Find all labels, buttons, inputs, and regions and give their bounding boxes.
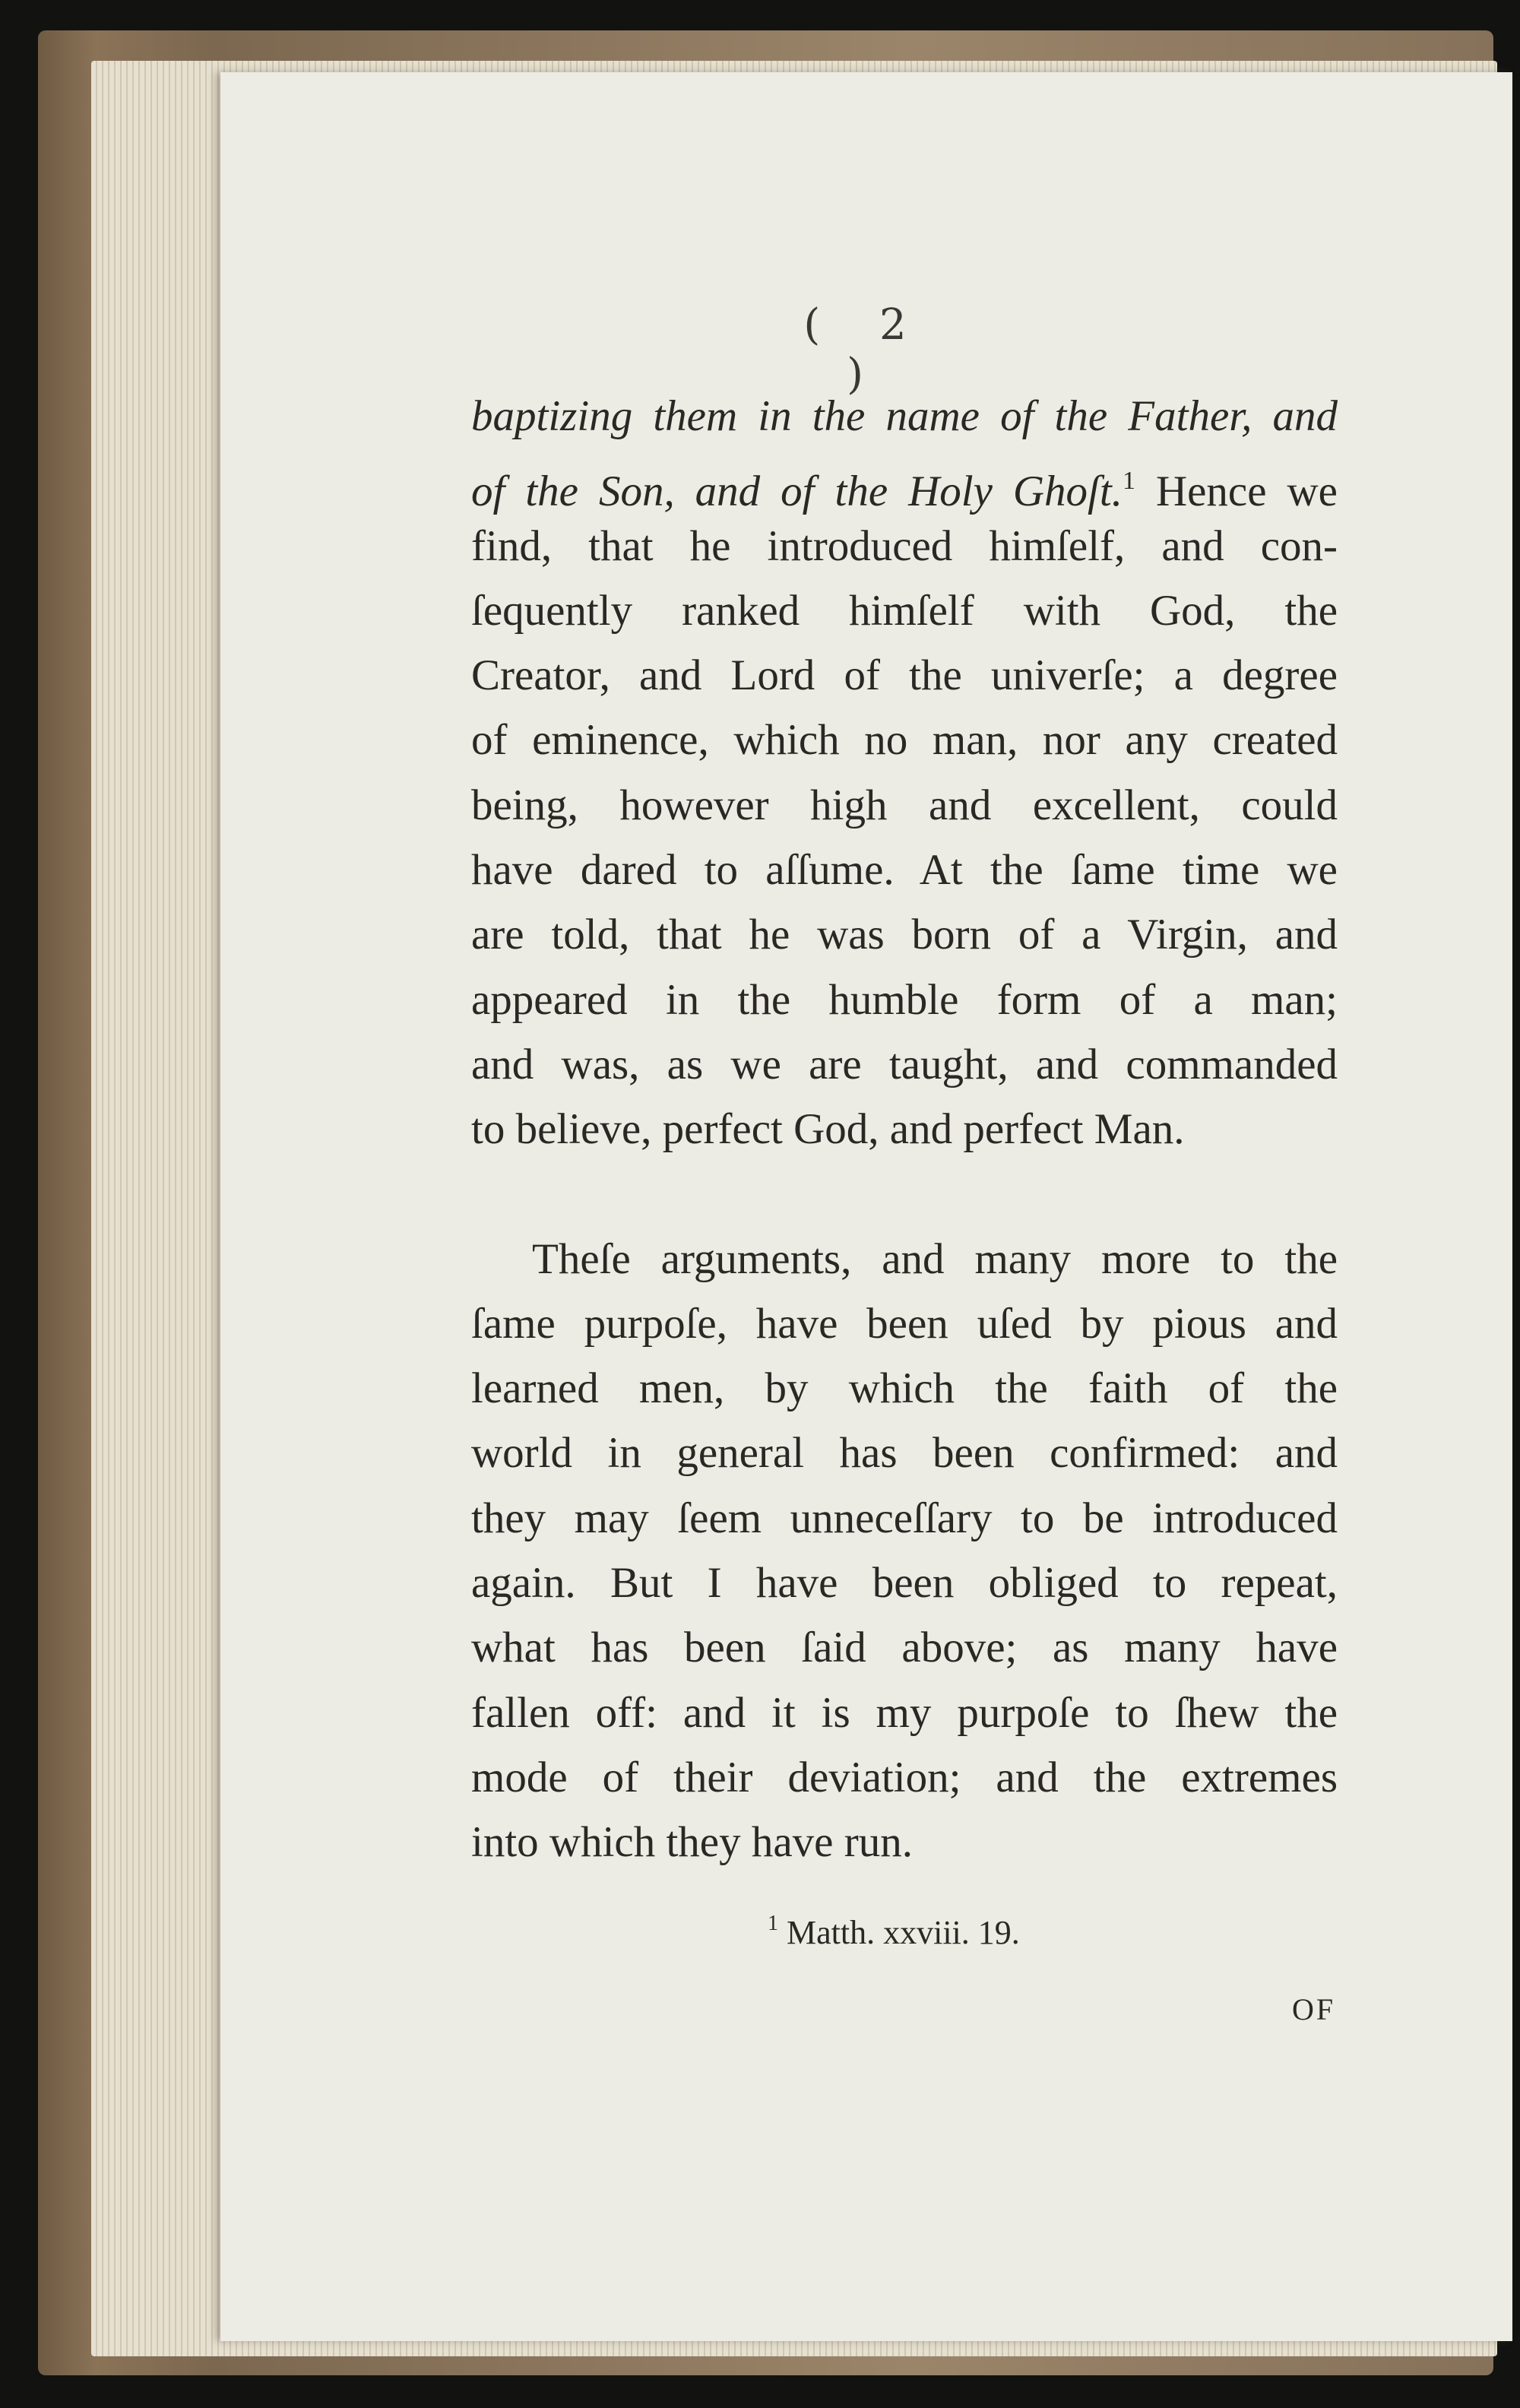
- text-line: fallen off: and it is my purpoſe to ſhew the: [471, 1688, 1338, 1737]
- footnote-marker: 1: [768, 1912, 778, 1935]
- text-line: Theſe arguments, and many more to the: [532, 1234, 1338, 1283]
- text-line: into which they have run.: [471, 1818, 913, 1867]
- page-number: ( 2 ): [803, 300, 929, 399]
- text-line: again. But I have been obliged to repeat,: [471, 1559, 1338, 1608]
- text-line: ſequently ranked himſelf with God, the: [471, 586, 1338, 635]
- text-line: being, however high and excellent, could: [471, 781, 1338, 829]
- catchword: OF: [1292, 1992, 1336, 2026]
- text-line: Creator, and Lord of the univerſe; a degree: [471, 651, 1338, 700]
- text-line: appeared in the humble form of a man;: [471, 975, 1338, 1024]
- text-line: of eminence, which no man, nor any created: [471, 716, 1338, 765]
- text-line: what has been ſaid above; as many have: [471, 1624, 1338, 1672]
- text-line: of the Son, and of the Holy Ghoſt.$^1$ Hence we: [471, 467, 1338, 516]
- footnote-reference: 1: [1122, 467, 1135, 496]
- text-line: world in general has been confirmed: and: [471, 1429, 1338, 1478]
- text-line: mode of their deviation; and the extremes: [471, 1753, 1338, 1801]
- text-line: find, that he introduced himſelf, and con-: [471, 521, 1338, 570]
- text-line: ſame purpoſe, have been uſed by pious and: [471, 1299, 1338, 1348]
- text-line: learned men, by which the faith of the: [471, 1364, 1338, 1413]
- body-text: [471, 384, 1338, 1875]
- text-line: have dared to aſſume. At the ſame time we: [471, 846, 1338, 895]
- text-line: they may ſeem unneceſſary to be introduced: [471, 1494, 1338, 1542]
- text-line: baptizing them in the name of the Father, and: [471, 392, 1338, 440]
- text-line: are told, that he was born of a Virgin, and: [471, 911, 1338, 959]
- footnote-text: Matth. xxviii. 19.: [787, 1914, 1020, 1951]
- paragraph-2: [471, 1227, 1338, 1875]
- paragraph-1: [471, 384, 1338, 1162]
- text-line: and was, as we are taught, and commanded: [471, 1040, 1338, 1088]
- text-line: to believe, perfect God, and perfect Man.: [471, 1105, 1185, 1154]
- footnote: [768, 1912, 1020, 1952]
